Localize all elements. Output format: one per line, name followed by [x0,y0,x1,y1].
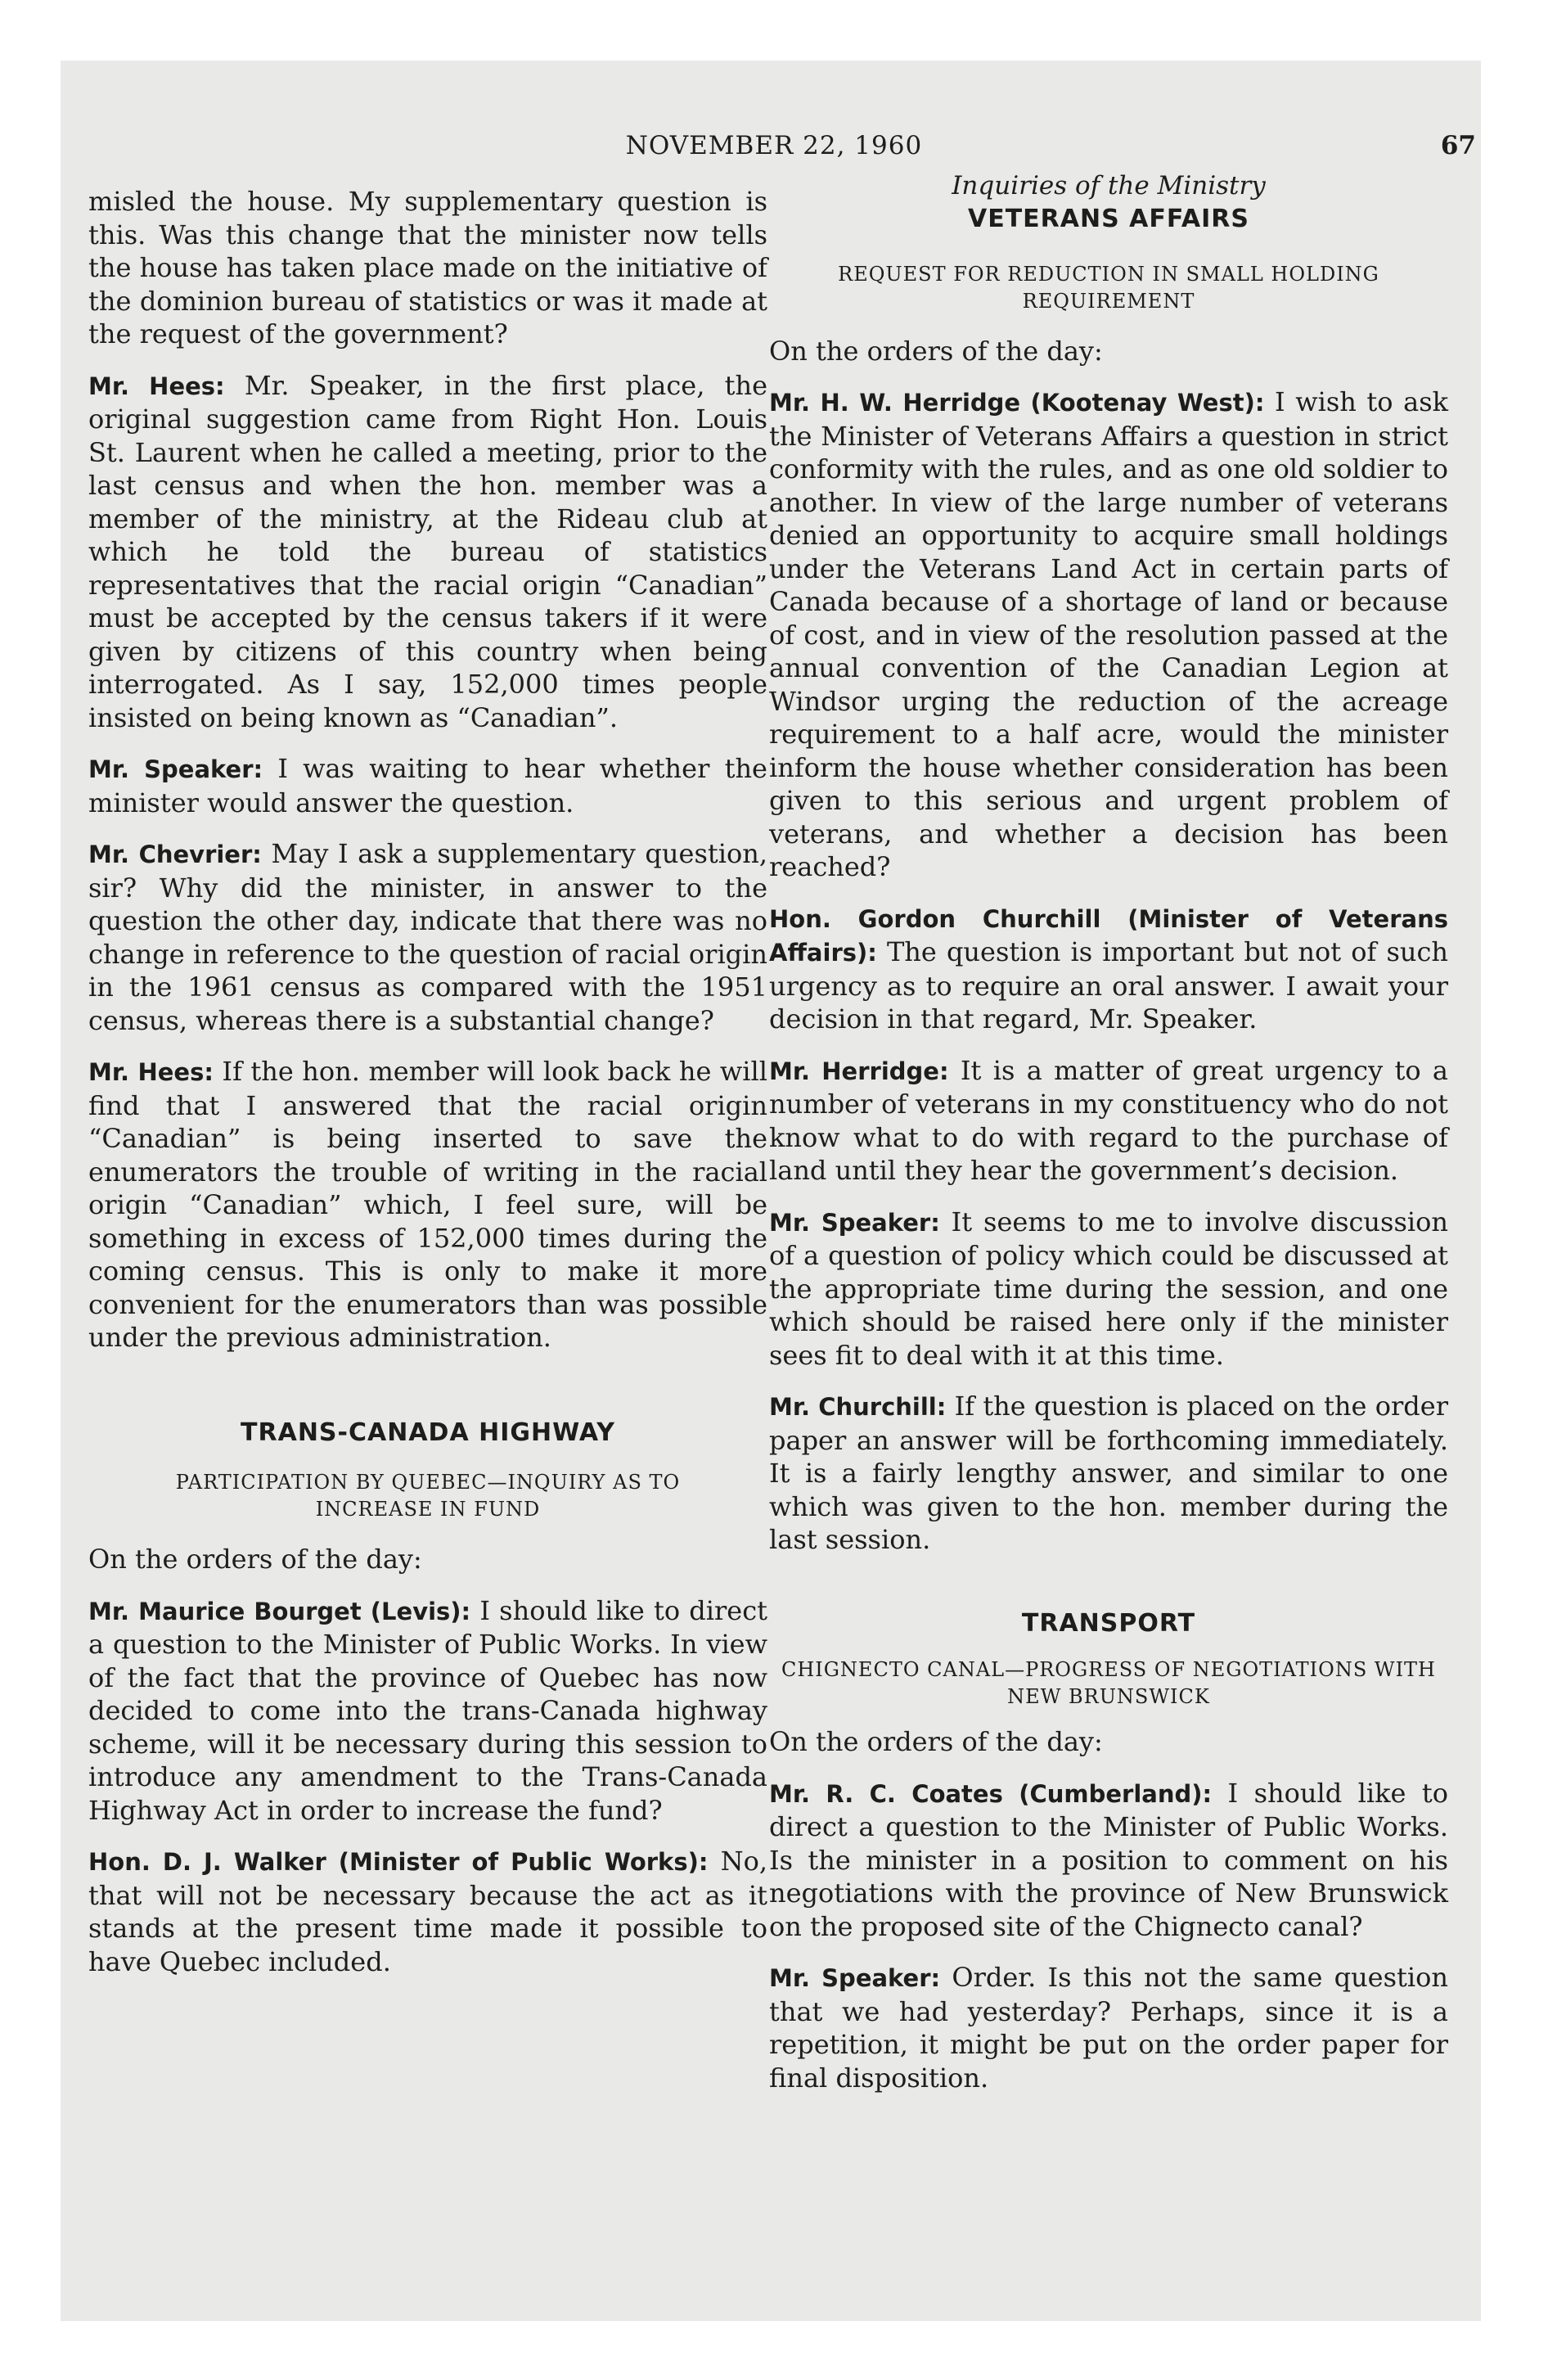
paragraph [769,1206,1448,1373]
paragraph-text: I was waiting to hear whether the minister would answer the question. [88,753,767,818]
left-column [88,185,767,1978]
speaker-name: Mr. Hees: [88,1058,214,1086]
section-title: TRANS-CANADA HIGHWAY [241,1418,615,1447]
paragraph-text: May I ask a supplementary question, sir? Why did the minister, in answer to the question the other day, indicate that there was no change in reference to the question of racial origin in the 1961 census as compared with the 1951 census, whereas there is a substantial change? [88,838,768,1036]
paragraph-text: If the hon. member will look back he will find that I answered that the racial origin “Canadian” is being inserted to save the enumerators the trouble of writing in the racial origin “Canadian” which, I feel sure, will be something in excess of 152,000 times during the coming census. This is only to make it more convenient for the enumerators than was possible under the previous administration. [88,1056,768,1353]
running-head: Inquiries of the Ministry [952,171,1266,201]
paragraph [88,369,767,735]
right-column [769,172,1448,2094]
speaker-name: Mr. R. C. Coates (Cumberland): [769,1779,1213,1808]
paragraph [88,185,767,351]
speaker-name: Mr. Churchill: [769,1393,947,1421]
paragraph-text: I should like to direct a question to the Minister of Public Works. In view of the fact that the province of Quebec has now decided to come into the trans-Canada highway scheme, will it be necessary during this session to introduce any amendment to the Trans-Canada Highway Act in order to increase the fund? [88,1594,768,1826]
paragraph [769,1054,1448,1188]
orders-of-day: On the orders of the day: [88,1544,422,1575]
paragraph-text: misled the house. My supplementary question is this. Was this change that the minister now tells the house has taken place made on the initiative of the dominion bureau of statistics or was it made at the request of the government? [88,186,767,349]
section-subtitle: REQUEST FOR REDUCTION IN SMALL HOLDING REQUIREMENT [838,262,1379,313]
orders-of-day: On the orders of the day: [769,335,1103,367]
paragraph-text: The question is important but not of such urgency as to require an oral answer. I await your decision in that regard, Mr. Speaker. [769,936,1448,1034]
speaker-name: Mr. H. W. Herridge (Kootenay West): [769,389,1265,417]
paragraph-text: I wish to ask the Minister of Veterans Affairs a question in strict conformity with the rules, and as one old soldier to another. In view of the large number of veterans denied an opportunity to acquire small holdings under the Veterans Land Act in certain parts of Canada because of a shortage of land or because of cost, and in view of the resolution passed at the annual convention of the Canadian Legion at Windsor urging the reduction of the acreage requirement to a half acre, would the minister inform the house whether consideration has been given to this serious and urgent problem of veterans, and whether a decision has been reached? [769,386,1449,882]
speaker-name: Mr. Hees: [88,372,225,400]
paragraph [769,1390,1448,1557]
paragraph [88,837,767,1037]
paragraph-text: Order. Is this not the same question that we had yesterday? Perhaps, since it is a repetition, it might be put on the order paper for final disposition. [769,1962,1448,2094]
page-number: 67 [1440,131,1476,160]
paragraph [88,1845,767,1978]
paragraph [88,1594,767,1828]
paragraph [769,902,1448,1036]
page-date: NOVEMBER 22, 1960 [625,131,923,160]
section-subtitle: PARTICIPATION BY QUEBEC—INQUIRY AS TO INCREASE IN FUND [175,1471,681,1521]
page-header [0,131,1548,172]
paragraph-text: It seems to me to involve discussion of a question of policy which could be discussed at the appropriate time during the session, and one which should be raised here only if the minister sees fit to deal with it at this time. [769,1206,1448,1371]
speaker-name: Mr. Speaker: [769,1964,941,1992]
paragraph-text: It is a matter of great urgency to a number of veterans in my constituency who do not know what to do with regard to the purchase of land until they hear the government’s decision. [769,1054,1449,1186]
paragraph [88,1055,767,1355]
speaker-name: Hon. Gordon Churchill (Minister of Veterans Affairs): [769,904,1448,967]
paragraph [769,1777,1448,1944]
paragraph [88,752,767,819]
paragraph-text: No, that will not be necessary because the act as it stands at the present time made it possible to have Quebec included. [88,1846,768,1977]
speaker-name: Mr. Herridge: [769,1057,949,1085]
speaker-name: Mr. Maurice Bourget (Levis): [88,1597,471,1625]
paragraph-text: I should like to direct a question to the Minister of Public Works. Is the minister in a position to comment on his negotiations with the province of New Brunswick on the proposed site of the Chignecto canal? [769,1777,1449,1942]
paragraph [769,385,1448,884]
paragraph-text: If the question is placed on the order paper an answer will be forthcoming immediately. It is a fairly lengthy answer, and similar to one which was given to the hon. member during the last session. [769,1391,1448,1555]
orders-of-day: On the orders of the day: [769,1726,1103,1757]
paragraph-text: Mr. Speaker, in the first place, the original suggestion came from Right Hon. Louis St. Laurent when he called a meeting, prior to the last census and when the hon. member was a member of the ministry, at the Rideau club at which he told the bureau of statistics representatives that the racial origin “Canadian” must be accepted by the census takers if it were given by citizens of this country when being interrogated. As I say, 152,000 times people insisted on being known as “Canadian”. [88,369,768,733]
paragraph [769,1961,1448,2094]
section-title: TRANSPORT [1021,1608,1196,1638]
section-subtitle: CHIGNECTO CANAL—PROGRESS OF NEGOTIATIONS WITH NEW BRUNSWICK [781,1658,1436,1708]
speaker-name: Hon. D. J. Walker (Minister of Public Works): [88,1848,709,1876]
speaker-name: Mr. Speaker: [88,755,263,783]
speaker-name: Mr. Chevrier: [88,841,262,868]
section-title: VETERANS AFFAIRS [968,205,1249,233]
speaker-name: Mr. Speaker: [769,1208,940,1237]
